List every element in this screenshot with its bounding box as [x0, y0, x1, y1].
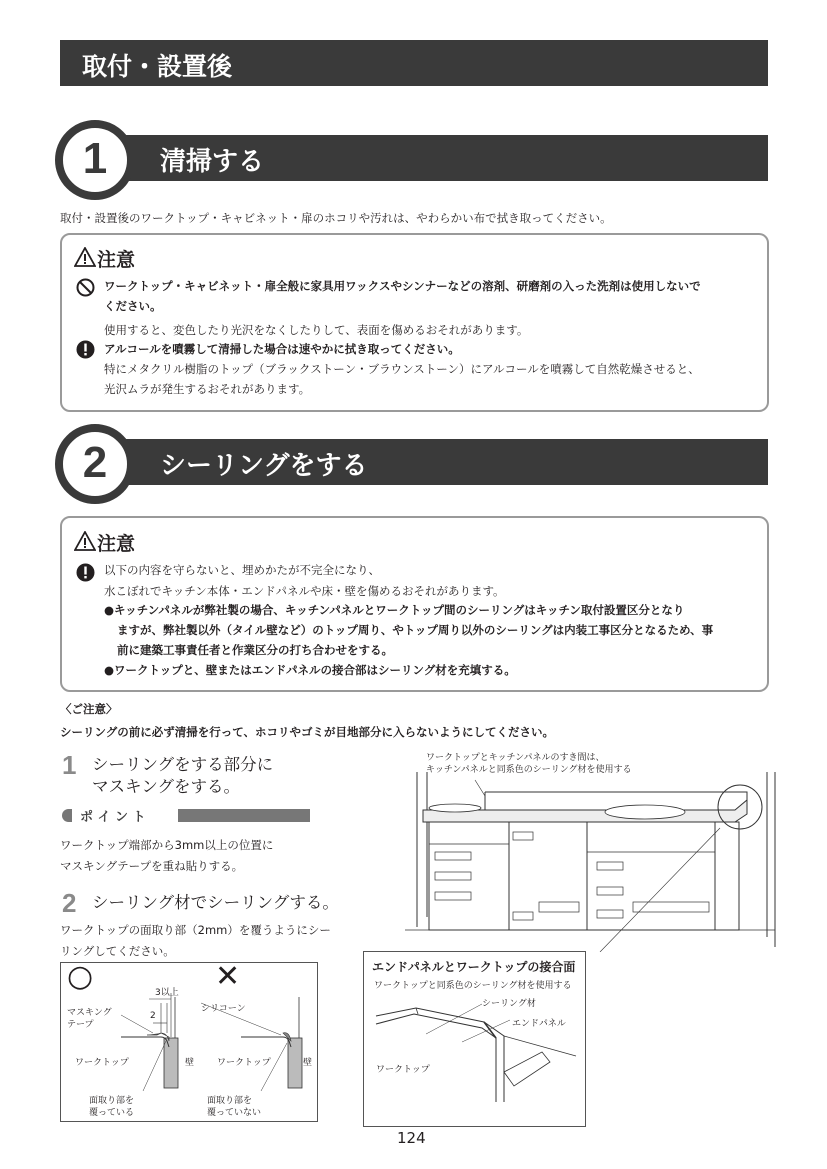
joint-sealing-label: シーリング材 [482, 999, 536, 1009]
point-bar [62, 806, 310, 824]
notcovered-label-2: 覆っていない [207, 1108, 262, 1118]
s2-bullet1-line3: 前に建築工事責任者と作業区分の打ち合わせをする。 [117, 643, 393, 657]
dim-2: 2 [150, 1011, 156, 1021]
point-label: ポ イ ン ト [80, 810, 146, 825]
joint-detail-figure [363, 951, 586, 1127]
step1-line2: マスキングをする。 [92, 777, 241, 796]
kitchen-note-1: ワークトップとキッチンパネルのすき間は、 [426, 753, 605, 763]
warning-triangle-icon [74, 531, 96, 555]
section1-number-badge [55, 120, 135, 200]
ng-mark: ✕ [215, 959, 241, 994]
wall-left-label: 壁 [185, 1058, 195, 1068]
s1-item1-text: 使用すると、変色したり光沢をなくしたりして、表面を傷めるおそれがあります。 [104, 323, 529, 337]
step2-text-2: リングしてください。 [60, 944, 175, 958]
section2-number: 2 [82, 438, 108, 487]
s1-item2-text-2: 光沢ムラが発生するおそれがあります。 [104, 382, 311, 396]
s2-caution-line1: 以下の内容を守らないと、埋めかたが不完全になり、 [104, 563, 380, 577]
s1-item1-bold-2: ください。 [104, 299, 162, 313]
s1-item2-bold: アルコールを噴霧して清掃した場合は速やかに拭き取ってください。 [104, 342, 460, 356]
section2-number-badge [55, 424, 135, 504]
step2-number: 2 [62, 888, 77, 918]
page-title-bar [60, 40, 768, 86]
exclamation-icon [76, 340, 95, 363]
section2-title: シーリングをする [160, 451, 368, 481]
section1-number: 1 [82, 134, 108, 183]
exclamation-icon [76, 563, 95, 586]
joint-subtitle: ワークトップと同系色のシーリング材を使用する [374, 981, 572, 991]
section1-caution-title: 注意 [97, 249, 136, 271]
joint-title: エンドパネルとワークトップの接合面 [372, 960, 576, 974]
note-text: シーリングの前に必ず清掃を行って、ホコリやゴミが目地部分に入らないようにしてください。 [60, 725, 555, 739]
notcovered-label-1: 面取り部を [207, 1096, 253, 1106]
section2-caution-title: 注意 [97, 533, 136, 555]
worktop-right-label: ワークトップ [217, 1058, 271, 1068]
point-bar-cap [62, 809, 72, 822]
point-text-1: ワークトップ端部から3mm以上の位置に [60, 838, 274, 852]
section1-intro: 取付・設置後のワークトップ・キャビネット・扉のホコリや汚れは、やわらかい布で拭き取ってください。 [60, 211, 612, 225]
point-bar-rule [178, 809, 310, 822]
s2-bullet1-line2: ますが、弊社製以外（タイル壁など）のトップ周り、やトップ周り以外のシーリングは内装工事区分となるため、事 [117, 623, 714, 637]
covered-label-1: 面取り部を [89, 1096, 135, 1106]
step2-line1: シーリング材でシーリングする。 [92, 893, 339, 912]
step2-text-1: ワークトップの面取り部（2mm）を覆うようにシー [60, 923, 331, 937]
joint-endpanel-label: エンドパネル [512, 1019, 566, 1029]
silicone-label: シリコーン [201, 1004, 246, 1014]
s2-bullet2: ●ワークトップと、壁またはエンドパネルの接合部はシーリング材を充填する。 [104, 663, 516, 677]
ok-mark: ○ [67, 959, 94, 994]
masking-label-2: テープ [67, 1020, 94, 1030]
step1-number: 1 [62, 750, 77, 780]
note-heading: 〈ご注意〉 [60, 702, 118, 716]
s2-bullet1-line1: ●キッチンパネルが弊社製の場合、キッチンパネルとワークトップ間のシーリングはキッチン取付設置区分となり [104, 603, 685, 617]
dim-3: 3以上 [155, 988, 179, 998]
s1-item2-text-1: 特にメタクリル樹脂のトップ（ブラックストーン・ブラウンストーン）にアルコールを噴霧して自然乾燥させると、 [104, 362, 700, 376]
worktop-left-label: ワークトップ [75, 1058, 129, 1068]
joint-detail-drawing [364, 952, 585, 1126]
step1-line1: シーリングをする部分に [92, 755, 274, 774]
kitchen-cabinet-figure [405, 752, 785, 952]
warning-triangle-icon [74, 247, 96, 271]
page-title: 取付・設置後 [82, 52, 233, 81]
s2-caution-line2: 水こぼれでキッチン本体・エンドパネルや床・壁を傷めるおそれがあります。 [104, 584, 505, 598]
section1-title: 清掃する [160, 147, 265, 177]
section2-bar [92, 439, 768, 485]
point-text-2: マスキングテープを重ね貼りする。 [60, 859, 244, 873]
covered-label-2: 覆っている [89, 1108, 135, 1118]
page-number: 124 [397, 1129, 426, 1147]
wall-right-label: 壁 [303, 1058, 313, 1068]
sealing-comparison-figure [60, 959, 318, 1122]
joint-worktop-label: ワークトップ [376, 1065, 430, 1075]
kitchen-cabinet-drawing [405, 752, 785, 952]
prohibited-icon [76, 278, 95, 301]
masking-label-1: マスキング [67, 1008, 112, 1018]
section1-bar [92, 135, 768, 181]
s1-item1-bold-1: ワークトップ・キャビネット・扉全般に家具用ワックスやシンナーなどの溶剤、研磨剤の入った洗剤は使用しないで [104, 279, 701, 293]
kitchen-note-2: キッチンパネルと同系色のシーリング材を使用する [426, 765, 632, 775]
